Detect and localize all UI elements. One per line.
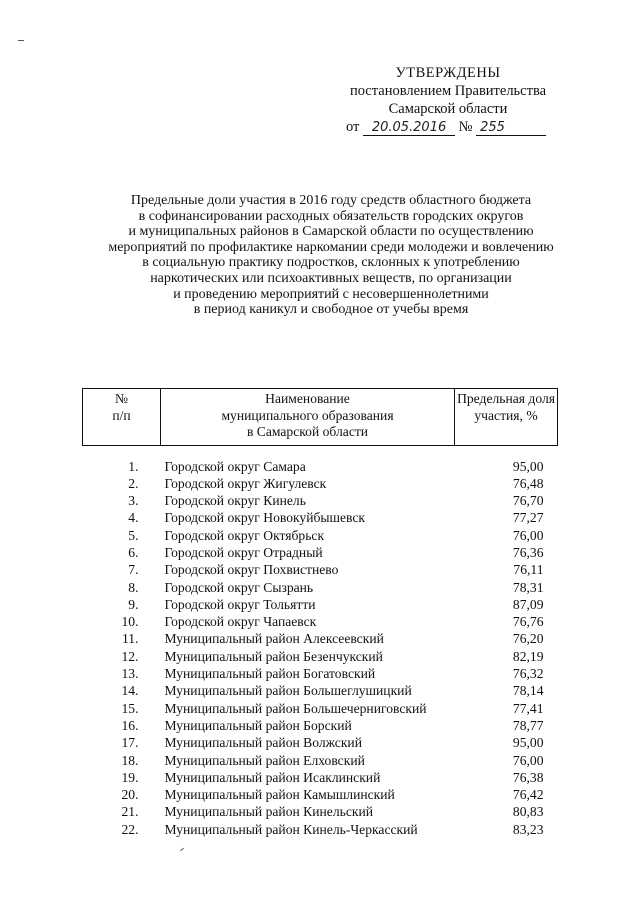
table-header-row [83, 389, 558, 446]
row-share: 76,00 [512, 752, 544, 768]
table-row [83, 821, 558, 838]
shares-table [82, 388, 558, 838]
table-row [83, 579, 558, 596]
row-share: 76,70 [512, 493, 544, 509]
table-row [83, 665, 558, 682]
row-number: 3. [128, 493, 139, 509]
approval-title: УТВЕРЖДЕНЫ [395, 65, 501, 81]
row-share: 76,20 [512, 631, 544, 647]
number-prefix: № [458, 119, 473, 135]
title-line: наркотических или психоактивных веществ, по организации [150, 270, 512, 286]
table-row [83, 492, 558, 509]
row-share: 76,00 [512, 527, 544, 543]
scan-mark [18, 40, 24, 41]
approval-line-2: Самарской области [388, 101, 508, 117]
row-share: 83,23 [512, 821, 544, 837]
row-number: 7. [128, 562, 139, 578]
row-number: 20. [121, 787, 139, 803]
approval-block [338, 64, 558, 136]
row-name: Муниципальный район Елховский [164, 752, 365, 768]
header-line: Наименование [265, 391, 350, 406]
header-share [455, 389, 558, 446]
approval-date-line [338, 118, 558, 136]
table-row [83, 700, 558, 717]
row-name: Муниципальный район Волжский [164, 735, 362, 751]
row-number: 1. [128, 458, 139, 474]
title-line: в софинансировании расходных обязательств городских округов [138, 208, 524, 224]
row-name: Муниципальный район Борский [164, 717, 352, 733]
row-name: Муниципальный район Большеглушицкий [164, 683, 412, 699]
row-name: Городской округ Самара [164, 458, 306, 474]
title-line: и проведению мероприятий с несовершеннолетними [173, 286, 489, 302]
header-line: участия, % [474, 407, 538, 423]
handwritten-number: 255 [476, 121, 546, 136]
row-share: 95,00 [512, 735, 544, 751]
row-share: 82,19 [512, 648, 544, 664]
row-name: Муниципальный район Исаклинский [164, 769, 381, 785]
row-share: 78,14 [512, 683, 544, 699]
row-name: Городской округ Чапаевск [164, 614, 317, 630]
title-line: и муниципальных районов в Самарской области по осуществлению [128, 224, 534, 240]
row-share: 76,11 [513, 562, 544, 578]
table-row [83, 596, 558, 613]
table-row [83, 786, 558, 803]
row-name: Городской округ Октябрьск [164, 527, 325, 543]
row-number: 16. [121, 717, 139, 733]
handwritten-date: 20.05.2016 [363, 121, 455, 136]
table-row [83, 648, 558, 665]
row-share: 76,38 [512, 769, 544, 785]
table-body [83, 445, 558, 838]
row-name: Городской округ Похвистнево [164, 562, 339, 578]
header-line: Предельная доля [457, 391, 555, 406]
row-name: Муниципальный район Богатовский [164, 666, 376, 682]
header-number [83, 389, 161, 446]
table-row [83, 544, 558, 561]
table-row [83, 682, 558, 699]
row-name: Городской округ Сызрань [164, 579, 314, 595]
title-line: мероприятий по профилактике наркомании среди молодежи и вовлечению [108, 239, 554, 255]
row-number: 6. [128, 544, 139, 560]
row-share: 80,83 [512, 804, 544, 820]
row-name: Муниципальный район Камышлинский [164, 787, 395, 803]
row-name: Муниципальный район Кинельский [164, 804, 374, 820]
header-name [160, 389, 454, 446]
row-number: 5. [128, 527, 139, 543]
table-row [83, 803, 558, 820]
header-line: в Самарской области [246, 424, 369, 439]
row-share: 76,76 [512, 614, 544, 630]
row-name: Муниципальный район Безенчукский [164, 648, 383, 664]
row-number: 9. [128, 596, 139, 612]
row-name: Городской округ Новокуйбышевск [164, 510, 366, 526]
row-number: 12. [121, 648, 139, 664]
row-name: Городской округ Тольятти [164, 596, 316, 612]
table-row [83, 561, 558, 578]
row-number: 11. [121, 631, 139, 647]
title-line: в социальную практику подростков, склонных к употреблению [142, 255, 520, 271]
row-share: 95,00 [512, 458, 544, 474]
row-name: Городской округ Жигулевск [164, 475, 327, 491]
row-share: 76,42 [512, 787, 544, 803]
row-number: 13. [121, 666, 139, 682]
table-row [83, 475, 558, 492]
table-row [83, 769, 558, 786]
row-share: 76,48 [512, 475, 544, 491]
title-line: Предельные доли участия в 2016 году средств областного бюджета [130, 193, 532, 208]
row-name: Городской округ Отрадный [164, 544, 323, 560]
title-line: в период каникул и свободное от учебы время [193, 302, 469, 318]
row-number: 4. [128, 510, 139, 526]
table-row [83, 734, 558, 751]
row-number: 19. [121, 769, 139, 785]
scan-mark [180, 848, 184, 851]
row-number: 2. [128, 475, 139, 491]
row-share: 77,27 [512, 510, 544, 526]
table-row [83, 717, 558, 734]
row-share: 76,36 [512, 544, 544, 560]
row-name: Муниципальный район Большечерниговский [164, 700, 427, 716]
row-share: 78,77 [512, 717, 544, 733]
row-number: 8. [128, 579, 139, 595]
table-row [83, 613, 558, 630]
row-share: 78,31 [512, 579, 544, 595]
row-name: Муниципальный район Кинель-Черкасский [164, 821, 418, 837]
row-number: 14. [121, 683, 139, 699]
table-row [83, 527, 558, 544]
row-number: 22. [121, 821, 139, 837]
table-row [83, 445, 558, 475]
table-row [83, 752, 558, 769]
table-row [83, 509, 558, 526]
document-title [80, 193, 582, 318]
row-name: Городской округ Кинель [164, 493, 306, 509]
row-number: 21. [121, 804, 139, 820]
approval-line-1: постановлением Правительства [349, 83, 547, 99]
row-number: 15. [121, 700, 139, 716]
date-prefix: от [346, 119, 360, 135]
row-share: 77,41 [512, 700, 544, 716]
header-line: п/п [112, 407, 131, 423]
row-share: 76,32 [512, 666, 544, 682]
row-number: 18. [121, 752, 139, 768]
header-line: муниципального образования [221, 407, 394, 423]
header-line: № [114, 391, 128, 406]
row-share: 87,09 [512, 596, 544, 612]
row-name: Муниципальный район Алексеевский [164, 631, 384, 647]
table-row [83, 630, 558, 647]
row-number: 10. [121, 614, 139, 630]
row-number: 17. [121, 735, 139, 751]
